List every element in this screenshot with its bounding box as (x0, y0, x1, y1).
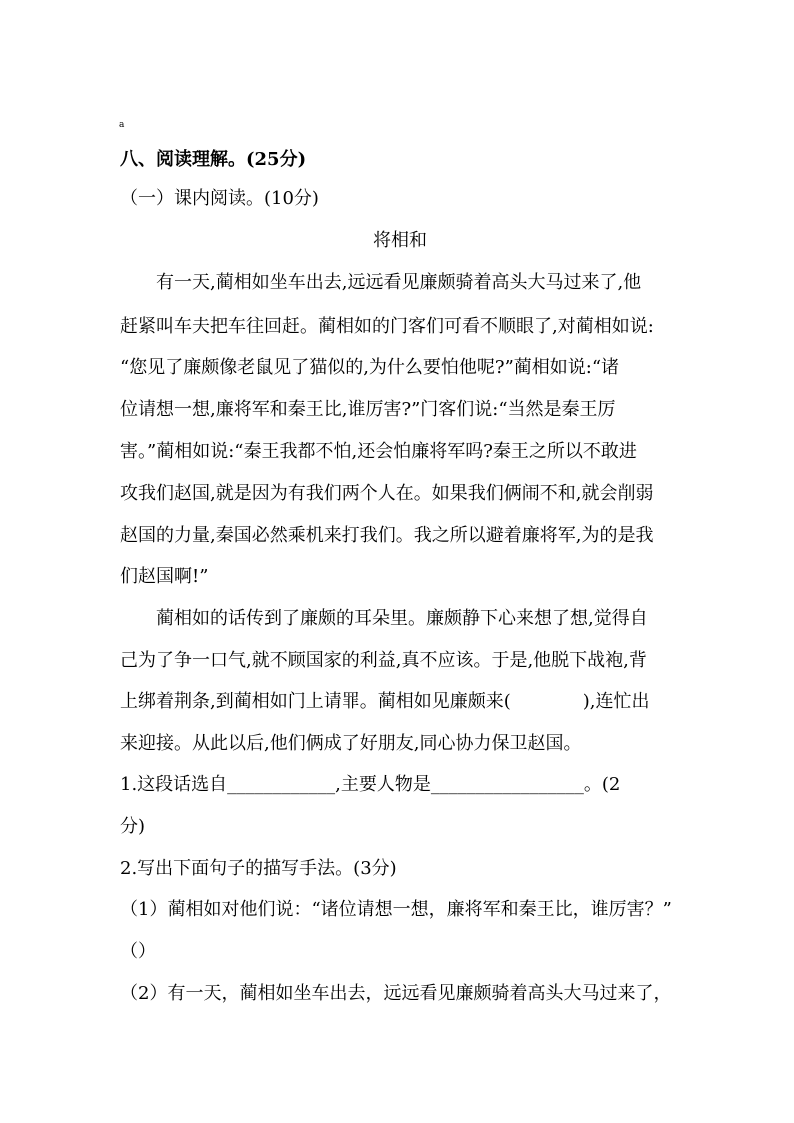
passage-line: 赵国的力量,秦国必然乘机来打我们。我之所以避着廉将军,为的是我 (120, 525, 654, 546)
question-2-item-2: （2）有一天，蔺相如坐车出去，远远看见廉颇骑着高头大马过来了， (120, 983, 672, 1004)
section-subheading: （一）课内阅读。(10分) (120, 188, 319, 209)
passage-line: 攻我们赵国,就是因为有我们两个人在。如果我们俩闹不和,就会削弱 (120, 483, 654, 504)
passage-title: 将相和 (373, 230, 427, 251)
passage-line: 己为了争一口气,就不顾国家的利益,真不应该。于是,他脱下战袍,背 (120, 650, 647, 671)
answer-blank: （） (120, 941, 156, 962)
passage-line: 有一天,蔺相如坐车出去,远远看见廉颇骑着高头大马过来了,他 (156, 272, 642, 293)
passage-line: 蔺相如的话传到了廉颇的耳朵里。廉颇静下心来想了想,觉得自 (156, 608, 648, 629)
passage-line: 上绑着荆条,到蔺相如门上请罪。蔺相如见廉颇来( ),连忙出 (120, 691, 650, 712)
passage-line: 害。”蔺相如说:“秦王我都不怕,还会怕廉将军吗?秦王之所以不敢进 (120, 441, 637, 462)
passage-line: 们赵国啊!” (120, 566, 209, 587)
section-heading: 八、阅读理解。(25分) (120, 149, 307, 170)
passage-line: “您见了廉颇像老鼠见了猫似的,为什么要怕他呢?”蔺相如说:“诸 (120, 357, 620, 378)
page-mark: a (119, 120, 125, 130)
question-2: 2.写出下面句子的描写手法。(3分) (120, 858, 397, 879)
passage-line: 位请想一想,廉将军和秦王比,谁厉害?”门客们说:“当然是秦王厉 (120, 399, 616, 420)
question-1: 1.这段话选自____________,主要人物是_________________。(2 (120, 774, 621, 795)
passage-line: 赶紧叫车夫把车往回赶。蔺相如的门客们可看不顺眼了,对蔺相如说: (120, 316, 654, 337)
question-1-continuation: 分) (120, 816, 146, 837)
question-2-item-1: （1）蔺相如对他们说：“诸位请想一想，廉将军和秦王比，谁厉害？” (120, 899, 672, 920)
passage-line: 来迎接。从此以后,他们俩成了好朋友,同心协力保卫赵国。 (120, 733, 582, 754)
